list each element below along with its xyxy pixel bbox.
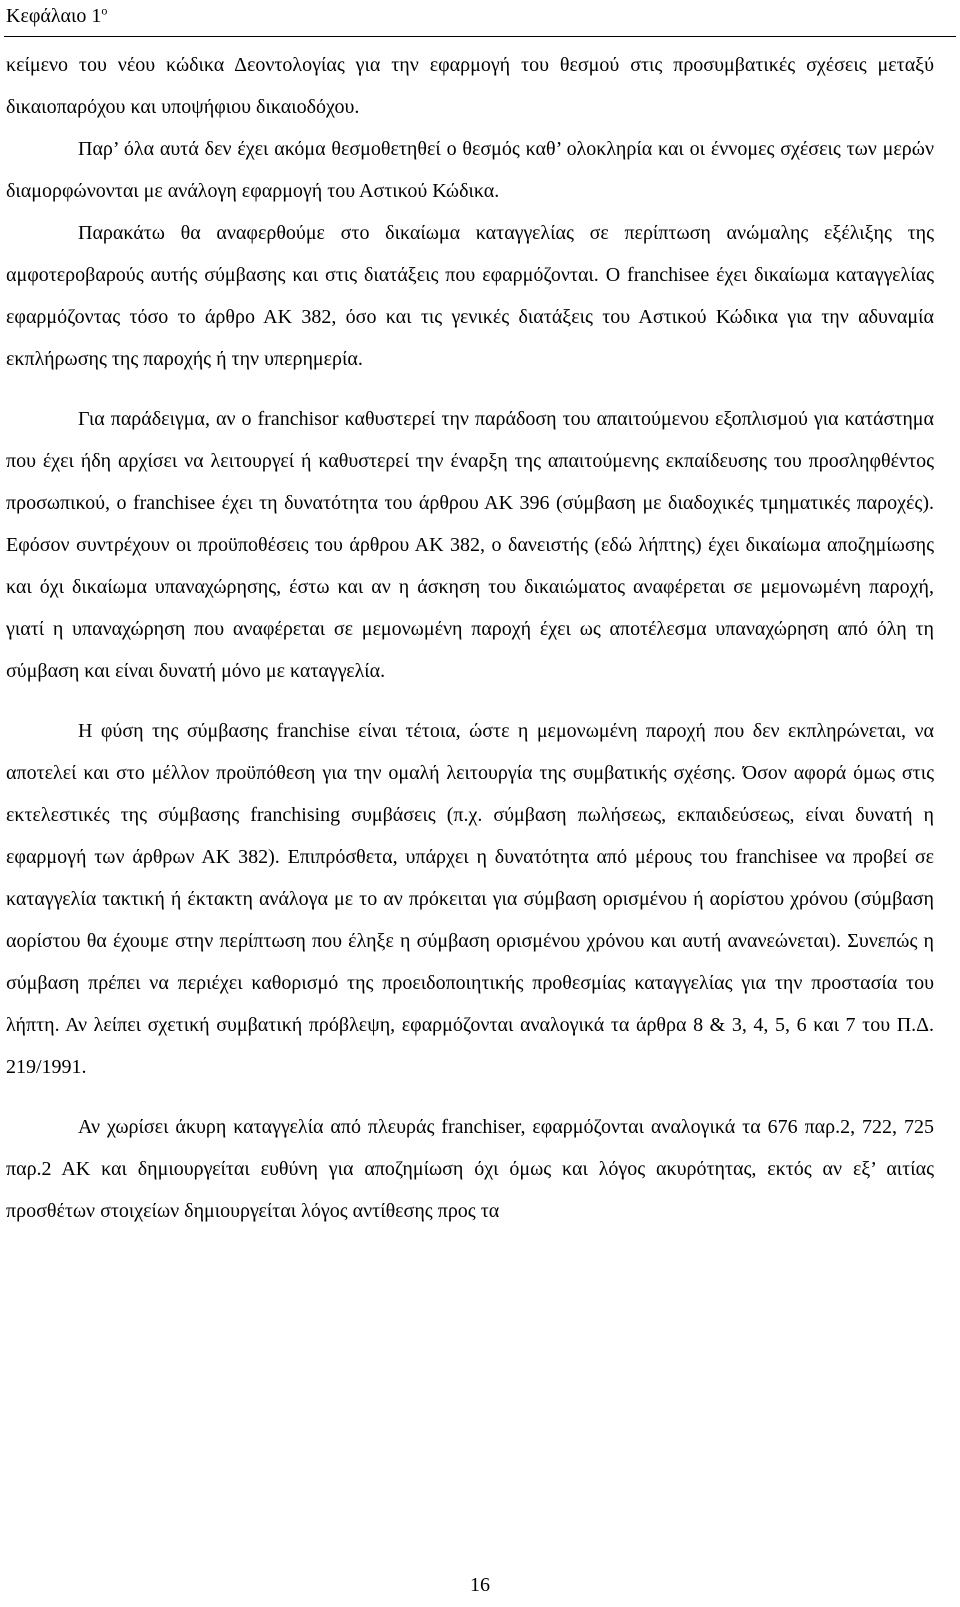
page-number: 16 xyxy=(470,1574,490,1596)
document-body xyxy=(6,44,934,1232)
paragraph: Παρακάτω θα αναφερθούμε στο δικαίωμα καταγγελίας σε περίπτωση ανώμαλης εξέλιξης της αμφοτεροβαρούς αυτής σύμβασης και στις διατάξεις που εφαρμόζονται. Ο franchisee έχει δικαίωμα καταγγελίας εφαρμόζοντας τόσο το άρθρο ΑΚ 382, όσο και τις γενικές διατάξεις του Αστικού Κώδικα για την αδυναμία εκπλήρωσης της παροχής ή την υπερημερία. xyxy=(6,222,934,370)
paragraph: Η φύση της σύμβασης franchise είναι τέτοια, ώστε η μεμονωμένη παροχή που δεν εκπληρώνεται, να αποτελεί και στο μέλλον προϋπόθεση για την ομαλή λειτουργία της συμβατικής σχέσης. Όσον αφορά όμως στις εκτελεστικές της σύμβασης franchising συμβάσεις (π.χ. σύμβαση πωλήσεως, εκπαιδεύσεως, είναι δυνατή η εφαρμογή των άρθρων ΑΚ 382). Επιπρόσθετα, υπάρχει η δυνατότητα από μέρους του franchisee να προβεί σε καταγγελία τακτική ή έκτακτη ανάλογα με το αν πρόκειται για σύμβαση ορισμένου ή αορίστου χρόνου (σύμβαση αορίστου θα έχουμε στην περίπτωση που έληξε η σύμβαση ορισμένου χρόνου και αυτή ανανεώνεται). Συνεπώς η σύμβαση πρέπει να περιέχει καθορισμό της προειδοποιητικής προθεσμίας καταγγελίας για την προστασία του λήπτη. Αν λείπει σχετική συμβατική πρόβλεψη, εφαρμόζονται αναλογικά τα άρθρα 8 & 3, 4, 5, 6 και 7 του Π.Δ. 219/1991. xyxy=(6,720,934,1078)
chapter-superscript: ο xyxy=(101,3,108,18)
chapter-header xyxy=(6,4,107,28)
paragraph: Αν χωρίσει άκυρη καταγγελία από πλευράς franchiser, εφαρμόζονται αναλογικά τα 676 παρ.2, 722, 725 παρ.2 ΑΚ και δημιουργείται ευθύνη για αποζημίωση όχι όμως και λόγος ακυρότητας, εκτός αν εξ’ αιτίας προσθέτων στοιχείων δημιουργείται λόγος αντίθεσης προς τα xyxy=(6,1116,934,1222)
header-divider xyxy=(4,36,956,37)
chapter-label: Κεφάλαιο 1 xyxy=(6,5,102,27)
paragraph-continuation: κείμενο του νέου κώδικα Δεοντολογίας για την εφαρμογή του θεσμού στις προσυμβατικές σχέσεις μεταξύ δικαιοπαρόχου και υποψήφιου δικαιοδόχου. xyxy=(6,54,934,118)
paragraph: Παρ’ όλα αυτά δεν έχει ακόμα θεσμοθετηθεί ο θεσμός καθ’ ολοκληρία και οι έννομες σχέσεις των μερών διαμορφώνονται με ανάλογη εφαρμογή του Αστικού Κώδικα. xyxy=(6,138,934,202)
paragraph: Για παράδειγμα, αν ο franchisor καθυστερεί την παράδοση του απαιτούμενου εξοπλισμού για κατάστημα που έχει ήδη αρχίσει να λειτουργεί ή καθυστερεί την έναρξη της απαιτούμενης εκπαίδευσης του προσληφθέντος προσωπικού, ο franchisee έχει τη δυνατότητα του άρθρου ΑΚ 396 (σύμβαση με διαδοχικές τμηματικές παροχές). Εφόσον συντρέχουν οι προϋποθέσεις του άρθρου ΑΚ 382, ο δανειστής (εδώ λήπτης) έχει δικαίωμα αποζημίωσης και όχι δικαίωμα υπαναχώρησης, έστω και αν η άσκηση του δικαιώματος αναφέρεται σε μεμονωμένη παροχή, γιατί η υπαναχώρηση που αναφέρεται σε μεμονωμένη παροχή έχει ως αποτέλεσμα υπαναχώρηση από όλη τη σύμβαση και είναι δυνατή μόνο με καταγγελία. xyxy=(6,408,934,682)
